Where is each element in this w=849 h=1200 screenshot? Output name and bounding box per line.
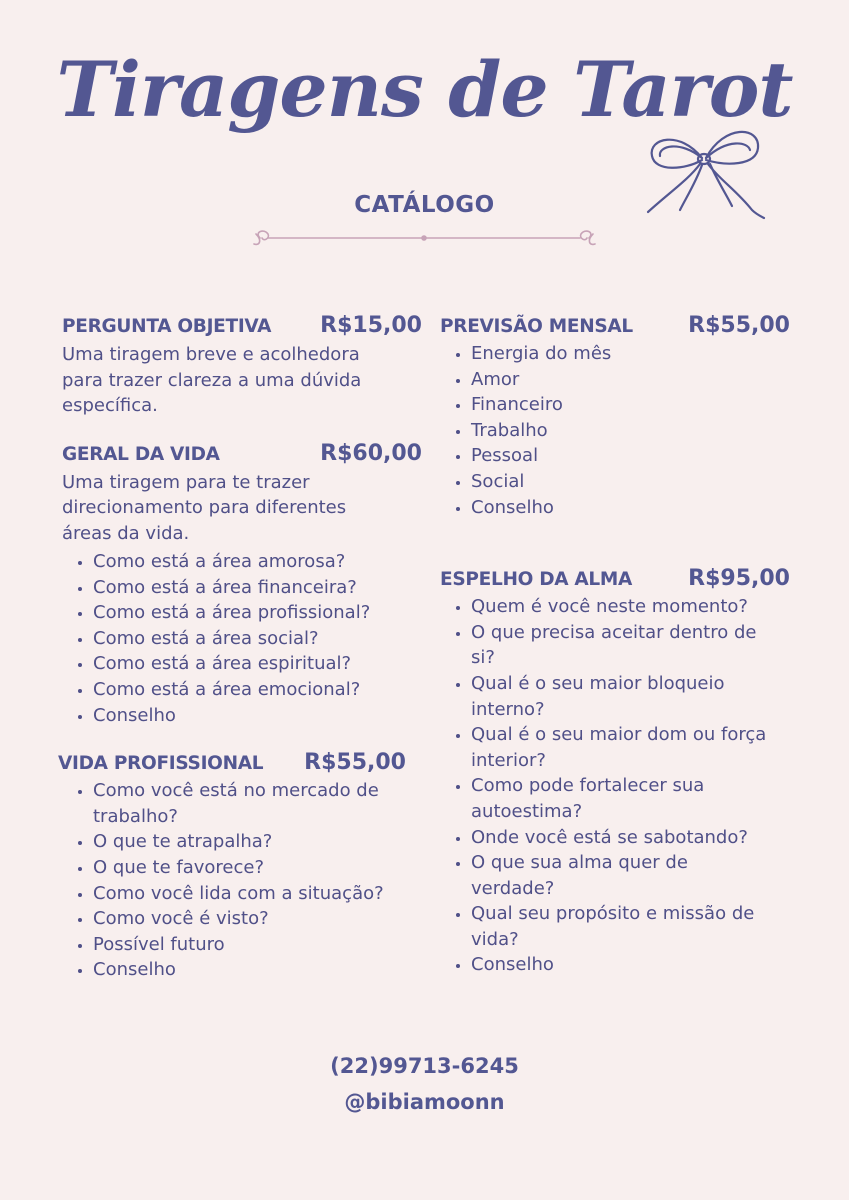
list-item: • Conselho [471,495,790,521]
list-item: • Como está a área financeira? [93,575,422,601]
contact-handle: @bibiamoonn [344,1090,505,1114]
list-item: • Como você está no mercado de trabalho? [93,778,406,829]
item-list [440,341,790,520]
list-item: • Financeiro [471,392,790,418]
section-description: Uma tiragem para te trazer direcionamento para diferentes áreas da vida. [62,471,347,544]
section-price: R$95,00 [688,566,790,592]
section-price: R$60,00 [320,440,422,466]
list-item: • Como está a área espiritual? [93,651,422,677]
list-item: • Conselho [471,952,771,978]
section-description: Uma tiragem breve e acolhedora para trazer clareza a uma dúvida específica. [62,344,362,416]
list-item: • Conselho [93,957,406,983]
list-item: • Conselho [93,703,422,729]
list-item: • Como pode fortalecer sua autoestima? [471,773,771,824]
right-column [440,313,790,1000]
section-price: R$15,00 [320,313,422,338]
list-item: • Como está a área profissional? [93,600,422,626]
section-title: VIDA PROFISSIONAL [58,753,264,775]
list-item: • Qual é o seu maior dom ou força interior? [471,722,771,773]
list-item: • Como você é visto? [93,906,406,932]
section-title: GERAL DA VIDA [62,443,220,465]
list-item: • Quem é você neste momento? [471,594,771,620]
section-price: R$55,00 [304,750,406,776]
page-title: Tiragens de Tarot [56,45,793,134]
list-item: • Qual seu propósito e missão de vida? [471,901,771,952]
list-item: • O que precisa aceitar dentro de si? [471,620,771,671]
list-item: • Como está a área amorosa? [93,549,422,575]
section-previsao-mensal [440,313,790,520]
list-item: • Como está a área social? [93,626,422,652]
list-item: • Como está a área emocional? [93,677,422,703]
contact-phone: (22)99713-6245 [330,1054,519,1078]
item-list [62,549,422,728]
section-pergunta-objetiva [62,313,422,419]
left-column [58,313,422,1005]
section-title: PERGUNTA OBJETIVA [62,316,272,337]
section-vida-profissional [58,750,406,983]
item-list [440,594,771,978]
ornament-divider-icon [252,226,597,250]
catalog-subtitle: CATÁLOGO [354,192,495,218]
list-item: • Como você lida com a situação? [93,881,406,907]
list-item: • O que sua alma quer de verdade? [471,850,771,901]
list-item: • Onde você está se sabotando? [471,825,771,851]
list-item: • Energia do mês [471,341,790,367]
list-item: • Trabalho [471,418,790,444]
section-price: R$55,00 [688,313,790,338]
list-item: • Amor [471,367,790,393]
list-item: • Social [471,469,790,495]
list-item: • O que te favorece? [93,855,406,881]
list-item: • Qual é o seu maior bloqueio interno? [471,671,771,722]
list-item: • Pessoal [471,443,790,469]
section-title: PREVISÃO MENSAL [440,316,633,337]
item-list [58,778,406,983]
section-title: ESPELHO DA ALMA [440,569,633,591]
section-geral-da-vida [62,441,422,729]
section-espelho-da-alma [440,566,790,978]
list-item: • O que te atrapalha? [93,829,406,855]
list-item: • Possível futuro [93,932,406,958]
